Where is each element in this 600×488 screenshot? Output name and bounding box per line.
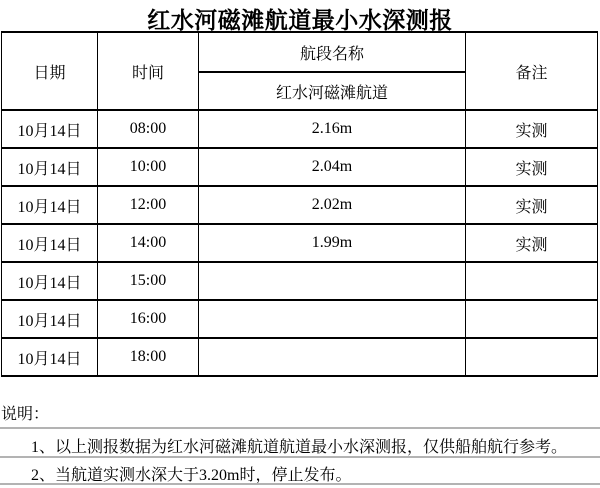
depth-cell: [199, 262, 466, 300]
depth-cell: [199, 300, 466, 338]
time-cell: 14:00: [98, 224, 199, 262]
header-segment-group: 航段名称: [199, 32, 466, 72]
depth-cell: 2.16m: [199, 110, 466, 148]
date-cell: 10月14日: [2, 148, 98, 186]
depth-report-table: [1, 31, 598, 377]
remark-cell: 实测: [466, 186, 598, 224]
time-cell: 08:00: [98, 110, 199, 148]
header-remark: 备注: [466, 32, 598, 110]
note-item-1: 1、以上测报数据为红水河磁滩航道航道最小水深测报，仅供船舶航行参考。: [0, 429, 600, 458]
time-cell: 16:00: [98, 300, 199, 338]
depth-cell: 2.04m: [199, 148, 466, 186]
time-cell: 12:00: [98, 186, 199, 224]
time-cell: 18:00: [98, 338, 199, 376]
table-row: [2, 186, 598, 224]
note-item-2: 2、当航道实测水深大于3.20m时，停止发布。: [0, 458, 600, 485]
time-cell: 10:00: [98, 148, 199, 186]
date-cell: 10月14日: [2, 300, 98, 338]
remark-cell: 实测: [466, 110, 598, 148]
table-row: [2, 110, 598, 148]
date-cell: 10月14日: [2, 224, 98, 262]
remark-cell: 实测: [466, 148, 598, 186]
depth-cell: 2.02m: [199, 186, 466, 224]
header-date: 日期: [2, 32, 98, 110]
date-cell: 10月14日: [2, 338, 98, 376]
remark-cell: [466, 262, 598, 300]
date-cell: 10月14日: [2, 186, 98, 224]
notes-section: [0, 390, 600, 485]
date-cell: 10月14日: [2, 110, 98, 148]
page-title: 红水河磁滩航道最小水深测报: [147, 8, 453, 33]
header-time: 时间: [98, 32, 199, 110]
table-row: [2, 300, 598, 338]
date-cell: 10月14日: [2, 262, 98, 300]
table-row: [2, 148, 598, 186]
depth-cell: 1.99m: [199, 224, 466, 262]
remark-cell: [466, 338, 598, 376]
header-segment-name: 红水河磁滩航道: [199, 72, 466, 110]
header-row-top: [2, 32, 598, 72]
remark-cell: 实测: [466, 224, 598, 262]
table-row: [2, 338, 598, 376]
depth-cell: [199, 338, 466, 376]
notes-label: 说明：: [0, 390, 600, 429]
table-row: [2, 262, 598, 300]
remark-cell: [466, 300, 598, 338]
table-row: [2, 224, 598, 262]
time-cell: 15:00: [98, 262, 199, 300]
